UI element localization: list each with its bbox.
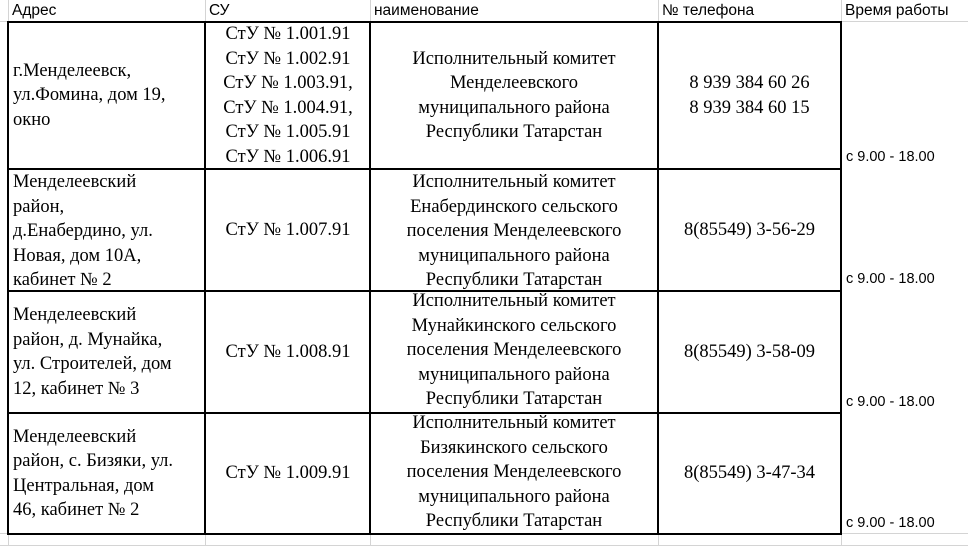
name-cell [371, 170, 657, 293]
header-phone: № телефона [662, 2, 755, 19]
address-line: район, д. Мунайка, [13, 329, 163, 350]
name-cell [371, 289, 657, 412]
table-row [13, 23, 203, 168]
su-line: СтУ № 1.002.91 [225, 48, 351, 69]
name-line: Исполнительный комитет [412, 48, 616, 69]
su-line: СтУ № 1.003.91, [223, 73, 353, 93]
name-line: Исполнительный комитет [412, 413, 616, 433]
su-line: СтУ № 1.007.91 [225, 219, 351, 240]
phone-cell [659, 414, 840, 533]
phone-line: 8(85549) 3-58-09 [683, 341, 816, 362]
su-cell [206, 414, 370, 533]
phone-line: 8 939 384 60 26 [689, 73, 810, 93]
address-line: Новая, дом 10А, [13, 245, 142, 266]
address-line: Менделеевский [13, 172, 137, 192]
name-line: Исполнительный комитет [412, 172, 616, 192]
name-line: поселения Менделеевского [406, 221, 622, 241]
hours-cell: с 9.00 - 18.00 [846, 271, 935, 287]
phone-line: 8 939 384 60 15 [689, 97, 810, 118]
su-cell [206, 170, 370, 290]
name-line: Енабердинского сельского [410, 196, 618, 217]
name-cell [371, 411, 657, 534]
name-line: поселения Менделеевского [406, 462, 622, 482]
su-cell [206, 292, 370, 412]
phone-line: 8(85549) 3-47-34 [683, 463, 816, 484]
name-line: Исполнительный комитет [412, 291, 616, 311]
su-line: СтУ № 1.008.91 [225, 341, 351, 362]
header-address: Адрес [12, 2, 57, 19]
name-line: поселения Менделеевского [406, 340, 622, 360]
name-line: муниципального района [418, 97, 610, 118]
address-line: район, с. Бизяки, ул. [13, 451, 173, 471]
su-line: СтУ № 1.004.91, [223, 97, 353, 118]
address-line: окно [13, 109, 51, 130]
name-line: Республики Татарстан [425, 511, 603, 531]
phone-line: 8(85549) 3-56-29 [683, 219, 816, 240]
su-line: СтУ № 1.006.91 [225, 146, 351, 167]
su-line: СтУ № 1.001.91 [225, 24, 351, 44]
address-line: ул.Фомина, дом 19, [13, 85, 166, 106]
address-line: ул. Строителей, дом [13, 354, 172, 374]
address-line: Менделеевский [13, 426, 137, 447]
address-line: 12, кабинет № 3 [13, 378, 140, 399]
header-hours: Время работы [845, 2, 949, 19]
hours-cell: с 9.00 - 18.00 [846, 394, 935, 410]
su-line: СтУ № 1.009.91 [225, 463, 351, 484]
name-line: Республики Татарстан [425, 122, 603, 142]
address-line: д.Енабердино, ул. [13, 221, 153, 241]
name-line: муниципального района [418, 364, 610, 385]
name-cell [371, 23, 657, 168]
address-line: Центральная, дом [13, 475, 154, 496]
address-line: г.Менделеевск, [13, 60, 132, 81]
name-line: Республики Татарстан [425, 270, 603, 290]
address-line: район, [13, 196, 65, 217]
phone-cell [659, 170, 840, 290]
name-line: муниципального района [418, 245, 610, 266]
hours-cell: с 9.00 - 18.00 [846, 149, 935, 165]
table-row [13, 170, 203, 293]
table-row [13, 414, 203, 533]
hours-cell: с 9.00 - 18.00 [846, 515, 935, 531]
phone-cell [659, 23, 840, 168]
su-line: СтУ № 1.005.91 [225, 122, 351, 142]
su-cell [206, 22, 370, 169]
address-line: 46, кабинет № 2 [13, 500, 140, 520]
address-line: кабинет № 2 [13, 270, 112, 290]
name-line: Бизякинского сельского [420, 437, 608, 458]
name-line: муниципального района [418, 486, 610, 507]
name-line: Мунайкинского сельского [411, 315, 617, 336]
table-row [13, 292, 203, 412]
address-line: Менделеевский [13, 305, 137, 325]
name-line: Менделеевского [449, 73, 579, 93]
table-border [7, 21, 9, 535]
header-name: наименование [374, 2, 479, 19]
phone-cell [659, 292, 840, 412]
table-border [840, 21, 842, 535]
header-su: СУ [209, 2, 230, 19]
name-line: Республики Татарстан [425, 389, 603, 409]
